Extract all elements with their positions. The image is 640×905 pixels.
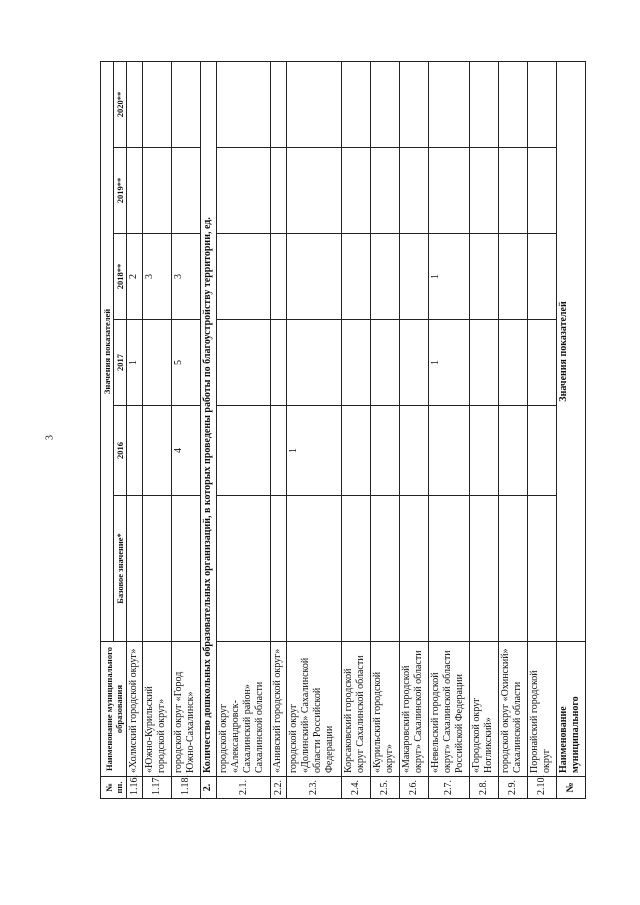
row-number: 2.2. [271,777,287,799]
value-cell [143,406,172,496]
header-name: Наименование муниципального образования [101,642,127,777]
table-body-top [127,61,201,798]
value-cell [528,234,557,320]
value-cell [528,406,557,496]
value-cell [271,61,287,147]
value-cell [370,406,399,496]
table-row [216,61,271,798]
section-title: Количество дошкольных образовательных организаций, в которых проведены работы по благоустройству территории, ед. [200,61,216,776]
table-row [342,61,371,798]
table-row [171,61,200,798]
section-body [200,61,216,798]
row-number: 2.3. [287,777,342,799]
municipality-name: «Курильский городской округ» [370,642,399,777]
row-number: 1.17. [143,777,172,799]
municipality-name: «Городской округ Ногликский» [470,642,499,777]
value-cell [428,148,470,234]
value-cell [271,496,287,642]
value-cell [127,496,143,642]
value-cell [216,320,271,406]
value-cell [499,406,528,496]
header-values-group: Значения показателей [101,61,114,641]
footer-num: № [557,777,586,799]
value-cell [428,406,470,496]
value-cell [499,234,528,320]
indicator-table [100,61,586,799]
value-cell [499,496,528,642]
value-cell [342,61,371,147]
indicator-table-sheet [100,62,586,799]
header-2018: 2018** [114,234,127,320]
value-cell [470,320,499,406]
value-cell: 3 [171,234,200,320]
value-cell [399,234,428,320]
value-cell [370,496,399,642]
value-cell [528,496,557,642]
value-cell [470,496,499,642]
table-body-bottom [216,61,556,798]
table-row [499,61,528,798]
value-cell [342,234,371,320]
value-cell: 1 [127,320,143,406]
value-cell [528,320,557,406]
value-cell [370,148,399,234]
value-cell [499,320,528,406]
section-num: 2. [200,777,216,799]
footer-row [557,61,586,798]
municipality-name: городской округ «Город Южно-Сахалинск» [171,642,200,777]
row-number: 1.18. [171,777,200,799]
footer-name: Наименование муниципального [557,642,586,777]
value-cell [127,148,143,234]
footer-body [557,61,586,798]
value-cell [342,148,371,234]
municipality-name: Корсаковский городской округ Сахалинской области [342,642,371,777]
value-cell [342,496,371,642]
value-cell [499,148,528,234]
value-cell [287,496,342,642]
row-number: 2.1. [216,777,271,799]
value-cell [287,148,342,234]
header-2017: 2017 [114,320,127,406]
value-cell [342,320,371,406]
table-row [127,61,143,798]
table-row [470,61,499,798]
row-number: 2.5. [370,777,399,799]
value-cell [271,234,287,320]
table-row [287,61,342,798]
value-cell [370,61,399,147]
value-cell [171,61,200,147]
row-number: 2.9. [499,777,528,799]
value-cell: 2 [127,234,143,320]
value-cell [143,61,172,147]
value-cell [370,234,399,320]
value-cell [287,61,342,147]
header-2020: 2020** [114,61,127,147]
page-number: 3 [44,435,56,440]
value-cell [399,61,428,147]
value-cell [399,406,428,496]
value-cell: 5 [171,320,200,406]
value-cell [399,148,428,234]
header-base: Базовое значение* [114,496,127,642]
value-cell [271,406,287,496]
table-row [528,61,557,798]
value-cell [143,320,172,406]
value-cell [271,320,287,406]
value-cell [470,148,499,234]
value-cell [528,148,557,234]
value-cell [342,406,371,496]
value-cell [370,320,399,406]
value-cell [271,148,287,234]
value-cell [216,496,271,642]
row-number: 2.7. [428,777,470,799]
header-2016: 2016 [114,406,127,496]
value-cell [171,148,200,234]
municipality-name: Поронайский городской округ [528,642,557,777]
value-cell [399,496,428,642]
header-2019: 2019** [114,148,127,234]
row-number: 2.10. [528,777,557,799]
municipality-name: городской округ «Охинский» Сахалинской области [499,642,528,777]
value-cell [143,496,172,642]
value-cell [470,61,499,147]
table-row [271,61,287,798]
value-cell [216,234,271,320]
row-number: 1.16. [127,777,143,799]
value-cell: 1 [428,234,470,320]
row-number: 2.4. [342,777,371,799]
table-row [370,61,399,798]
table-row [399,61,428,798]
municipality-name: «Южно-Курильский городской округ» [143,642,172,777]
value-cell [216,148,271,234]
value-cell [399,320,428,406]
value-cell [470,406,499,496]
value-cell [287,234,342,320]
municipality-name: городской округ «Долинский» Сахалинской области Российской Федерации [287,642,342,777]
section-row [200,61,216,798]
municipality-name: «Холмский городской округ» [127,642,143,777]
value-cell: 3 [143,234,172,320]
value-cell [528,61,557,147]
municipality-name: «Невельский городской округ» Сахалинской области Российской Федерации [428,642,470,777]
footer-values-group: Значения показателей [557,61,586,641]
row-number: 2.8. [470,777,499,799]
header-num: № пп. [101,777,127,799]
value-cell [287,320,342,406]
value-cell: 4 [171,406,200,496]
municipality-name: городской округ «Александровск-Сахалинский район» Сахалинской области [216,642,271,777]
table-row [428,61,470,798]
value-cell [470,234,499,320]
value-cell [127,61,143,147]
value-cell [428,61,470,147]
table-row [143,61,172,798]
value-cell [216,406,271,496]
header-row-1 [101,61,114,798]
value-cell [499,61,528,147]
value-cell: 1 [287,406,342,496]
municipality-name: «Макаровский городской округ» Сахалинской области [399,642,428,777]
value-cell [216,61,271,147]
value-cell [143,148,172,234]
value-cell [171,496,200,642]
municipality-name: «Анивский городской округ» [271,642,287,777]
value-cell: 1 [428,320,470,406]
value-cell [428,496,470,642]
value-cell [127,406,143,496]
row-number: 2.6. [399,777,428,799]
